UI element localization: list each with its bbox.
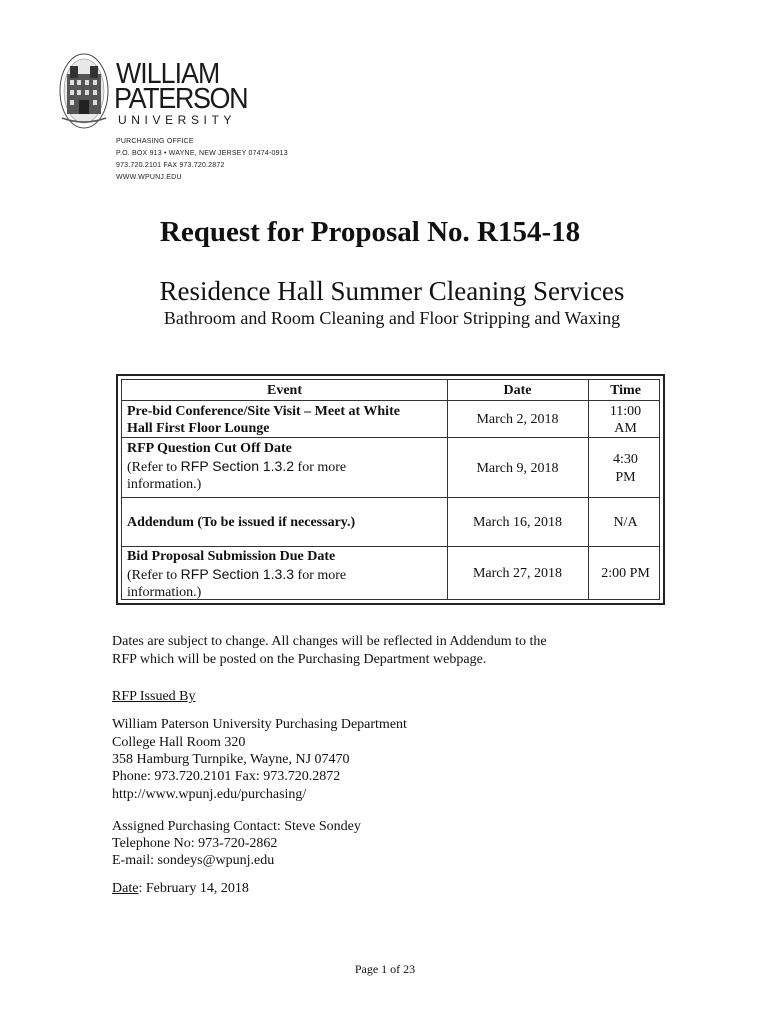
- notice-line1: Dates are subject to change. All changes will be reflected in Addendum to the: [112, 634, 547, 649]
- contact-email[interactable]: E-mail: sondeys@wpunj.edu: [112, 853, 275, 868]
- row4-event-note: (Refer to RFP Section 1.3.3 for more: [127, 566, 347, 583]
- issuer-street: 358 Hamburg Turnpike, Wayne, NJ 07470: [112, 752, 350, 767]
- issuer-url[interactable]: http://www.wpunj.edu/purchasing/: [112, 787, 307, 802]
- contact-phone: Telephone No: 973-720-2862: [112, 836, 278, 851]
- office-phone-fax: 973.720.2101 FAX 973.720.2872: [116, 162, 225, 169]
- document-subtitle: Residence Hall Summer Cleaning Services: [159, 276, 625, 306]
- header-date: Date: [503, 383, 532, 398]
- row4-date: March 27, 2018: [472, 566, 563, 581]
- university-seal-logo: [58, 52, 110, 130]
- row4-section-ref: RFP Section 1.3.3: [180, 566, 295, 582]
- office-name: PURCHASING OFFICE: [116, 138, 194, 145]
- row4-time: 2:00 PM: [601, 566, 650, 581]
- issuer-room: College Hall Room 320: [112, 735, 246, 750]
- issue-date: [112, 880, 249, 897]
- wordmark-university: UNIVERSITY: [118, 113, 237, 127]
- row1-event-line2: Hall First Floor Lounge: [127, 421, 270, 436]
- header-time: Time: [610, 383, 641, 398]
- issuer-dept: William Paterson University Purchasing Department: [112, 717, 407, 732]
- wordmark-william: WILLIAM: [116, 58, 220, 90]
- schedule-table: [116, 374, 665, 605]
- row1-event-line1: Pre-bid Conference/Site Visit – Meet at White: [127, 404, 400, 419]
- wordmark-paterson: PATERSON: [114, 83, 248, 115]
- issue-date-label: Date: [112, 881, 139, 896]
- document-scope: Bathroom and Room Cleaning and Floor Stripping and Waxing: [163, 308, 621, 328]
- issued-by-heading: RFP Issued By: [112, 689, 196, 704]
- row2-event-note-line2: information.): [127, 477, 202, 492]
- notice-line2: RFP which will be posted on the Purchasing Department webpage.: [112, 652, 487, 667]
- row2-section-ref: RFP Section 1.3.2: [180, 458, 295, 474]
- row2-event-title: RFP Question Cut Off Date: [127, 441, 292, 456]
- document-title: Request for Proposal No. R154-18: [159, 216, 581, 248]
- row4-event-title: Bid Proposal Submission Due Date: [127, 549, 336, 564]
- row3-event-title: Addendum (To be issued if necessary.): [127, 515, 356, 530]
- row3-date: March 16, 2018: [472, 515, 563, 530]
- office-web: WWW.WPUNJ.EDU: [116, 174, 182, 181]
- row1-time-line1: 11:00: [609, 404, 642, 419]
- page-number: Page 1 of 23: [354, 962, 416, 976]
- issue-date-value: : February 14, 2018: [138, 881, 249, 896]
- row2-date: March 9, 2018: [476, 461, 559, 476]
- row1-time-line2: AM: [614, 421, 637, 436]
- contact-name: Assigned Purchasing Contact: Steve Sondey: [112, 819, 361, 834]
- row2-event-note: (Refer to RFP Section 1.3.2 for more: [127, 458, 347, 475]
- row4-event-note-line2: information.): [127, 585, 202, 600]
- office-po-box: P.O. BOX 913 • WAYNE, NEW JERSEY 07474-0913: [116, 150, 288, 157]
- issuer-phone-fax: Phone: 973.720.2101 Fax: 973.720.2872: [112, 769, 341, 784]
- row3-time: N/A: [613, 515, 638, 530]
- header-event: Event: [267, 383, 302, 398]
- row1-date: March 2, 2018: [476, 412, 559, 427]
- row2-time-line2: PM: [615, 470, 636, 485]
- row2-time-line1: 4:30: [613, 452, 638, 467]
